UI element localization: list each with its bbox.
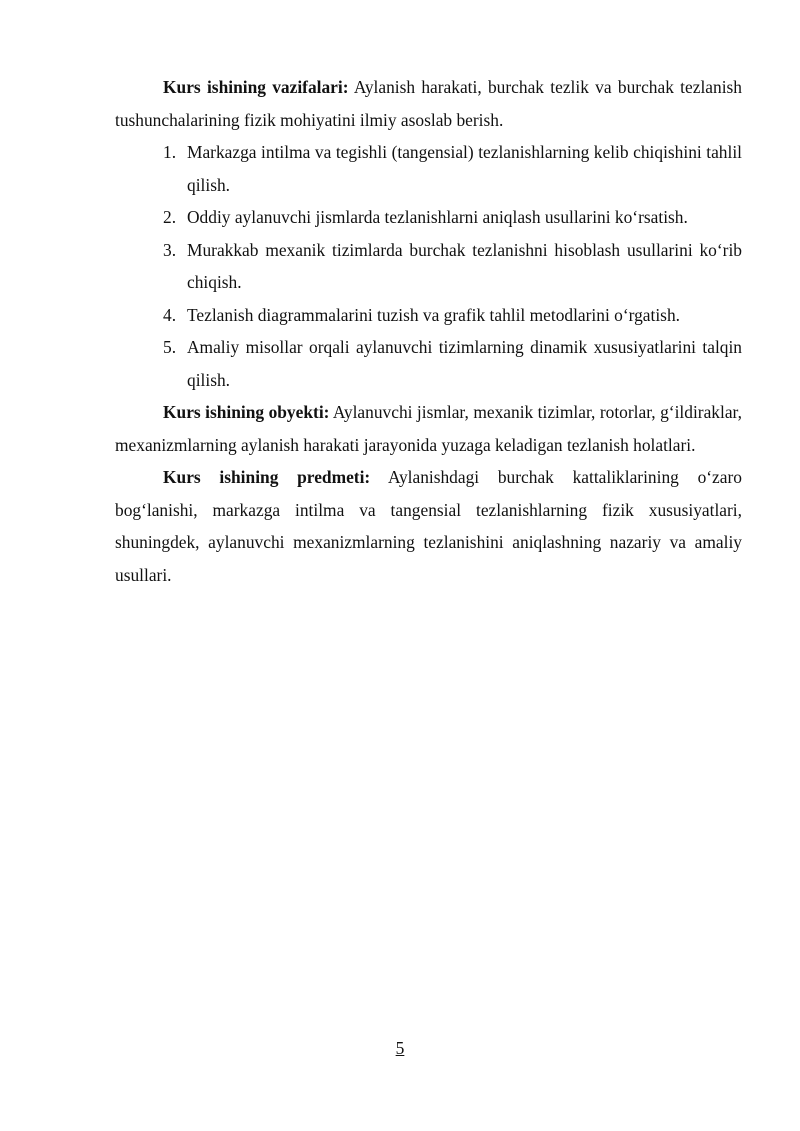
- page-number: 5: [395, 1038, 405, 1058]
- list-item-text: Murakkab mexanik tizimlarda burchak tezlanishni hisoblash usullarini koʻrib chiqish.: [187, 239, 742, 292]
- list-item-number: 5.: [163, 337, 177, 357]
- subject-paragraph: [115, 461, 742, 591]
- object-heading: Kurs ishining obyekti:: [163, 402, 330, 422]
- subject-text: Aylanishdagi burchak kattaliklarining oʻzaro bogʻlanishi, markazga intilma va tangensial tezlanishlarning fizik xususiyatlari, shuningdek, aylanuvchi mexanizmlarning tezlanishini aniqlashning nazariy va amaliy usullari.: [115, 467, 742, 585]
- list-item-number: 4.: [163, 304, 177, 325]
- list-item: [115, 201, 742, 234]
- list-item: [115, 234, 742, 299]
- list-item-text: Markazga intilma va tegishli (tangensial) tezlanishlarning kelib chiqishini tahlil qilish.: [187, 142, 742, 195]
- object-paragraph: [115, 396, 742, 461]
- list-item-number: 3.: [163, 239, 177, 260]
- tasks-intro-text: Aylanish harakati, burchak tezlik va burchak tezlanish tushunchalarining fizik mohiyatini ilmiy asoslab berish.: [115, 77, 742, 130]
- object-text: Aylanuvchi jismlar, mexanik tizimlar, rotorlar, gʻildiraklar, mexanizmlarning aylanish harakati jarayonida yuzaga keladigan tezlanish holatlari.: [115, 402, 742, 455]
- list-item-text: Amaliy misollar orqali aylanuvchi tizimlarning dinamik xususiyatlarini talqin qilish.: [187, 337, 742, 390]
- tasks-paragraph: [115, 71, 742, 136]
- document-body: [115, 71, 742, 591]
- subject-heading: Kurs ishining predmeti:: [163, 467, 371, 487]
- list-item: [115, 136, 742, 201]
- list-item: [115, 331, 742, 396]
- list-item-text: Oddiy aylanuvchi jismlarda tezlanishlarni aniqlash usullarini koʻrsatish.: [187, 207, 688, 227]
- list-item-number: 2.: [163, 207, 177, 227]
- tasks-heading: Kurs ishining vazifalari:: [163, 77, 349, 97]
- list-item-text: Tezlanish diagrammalarini tuzish va grafik tahlil metodlarini oʻrgatish.: [187, 304, 680, 325]
- list-item: [115, 299, 742, 332]
- list-item-number: 1.: [163, 142, 177, 162]
- tasks-list: [115, 136, 742, 396]
